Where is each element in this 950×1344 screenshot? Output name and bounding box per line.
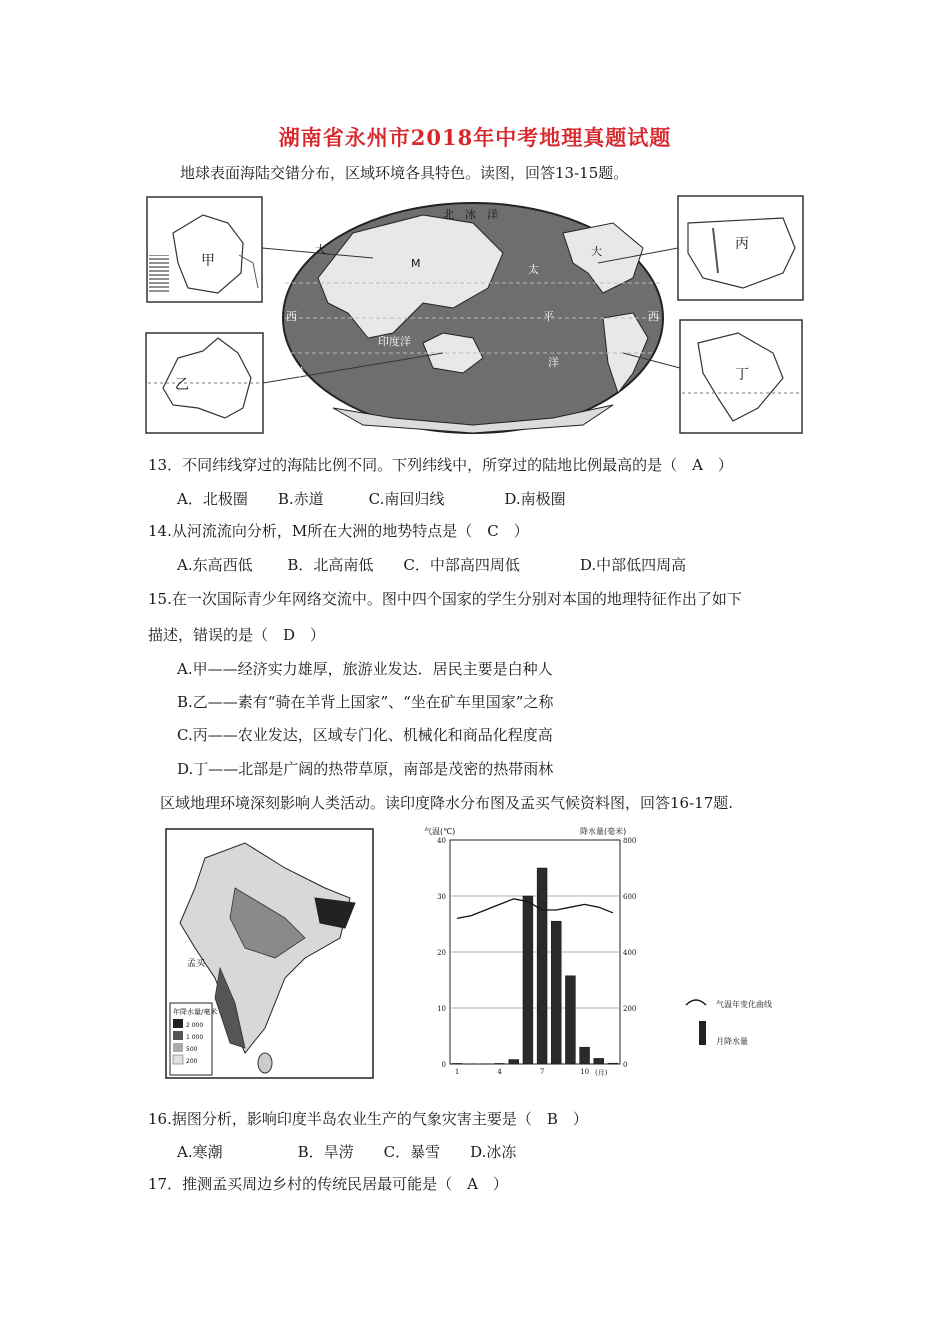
rain-bar	[565, 976, 575, 1064]
rain-bar	[480, 1064, 490, 1065]
rain-bar	[608, 1063, 618, 1064]
india-legend-item-2: 1 000	[186, 1034, 204, 1041]
y-left-tick-label: 0	[441, 1061, 446, 1069]
legend-monthly-rain: 月降水量	[716, 1037, 748, 1046]
label-ding: 丁	[735, 367, 749, 383]
x-tick-label: 10	[580, 1068, 590, 1076]
chart-ylabel-right: 降水量(毫米)	[580, 827, 627, 836]
y-right-tick-label: 200	[623, 1005, 637, 1013]
q15-option-b: B.乙——素有“骑在羊背上国家”、“坐在矿车里国家”之称	[177, 693, 554, 711]
x-tick-label: 1	[454, 1068, 460, 1076]
india-rainfall-map	[165, 828, 375, 1080]
legend-bar-symbol	[699, 1021, 706, 1045]
rain-bar	[452, 1063, 462, 1064]
q15-option-d: D.丁——北部是广阔的热带草原，南部是茂密的热帯雨林	[177, 760, 554, 778]
legend-line-symbol	[686, 1000, 706, 1005]
world-map-figure	[143, 193, 808, 438]
rain-bar	[594, 1058, 604, 1064]
y-right-tick-label: 800	[623, 837, 637, 845]
label-mumbai: 孟买	[187, 959, 206, 969]
rain-bar	[551, 921, 561, 1064]
q13-options: A．北极圈 B.赤道 C.南回归线 D.南极圈	[177, 490, 566, 508]
q15-option-a: A.甲——经济实力雄厚，旅游业发达．居民主要是白种人	[177, 660, 553, 678]
label-m: M	[411, 257, 421, 270]
intro-text-2: 区域地理环境深刻影响人类活动。读印度降水分布图及孟买气候资料图，回答16-17题.	[160, 794, 734, 812]
y-left-tick-label: 30	[437, 893, 446, 901]
label-tai: 太	[528, 263, 539, 276]
label-ping: 平	[543, 310, 554, 323]
india-legend-title: 年降水量/毫米	[173, 1008, 218, 1016]
q14-stem: 14.从河流流向分析，M所在大洲的地势特点是（ C ）	[148, 522, 529, 540]
rain-bar	[580, 1047, 590, 1064]
label-bing: 丙	[735, 236, 749, 252]
q16-stem: 16.据图分析，影响印度半岛农业生产的气象灾害主要是（ B ）	[148, 1110, 588, 1128]
label-da-left: 大	[315, 243, 326, 256]
y-left-tick-label: 10	[437, 1005, 446, 1013]
label-xi-right: 西	[648, 310, 659, 323]
mumbai-climate-chart	[410, 824, 840, 1084]
label-yang-right: 洋	[653, 376, 664, 389]
label-yang: 洋	[548, 356, 559, 369]
q15-stem-continued: 描述，错误的是（ D ）	[148, 626, 326, 644]
rain-bar	[523, 896, 533, 1064]
india-legend-item-1: 2 000	[186, 1022, 204, 1029]
chart-xlabel: (月)	[595, 1069, 608, 1077]
rain-bar	[495, 1063, 505, 1064]
label-north-ice-ocean: 北 冰 洋	[443, 208, 498, 221]
q15-option-c: C.丙——农业发达，区域专门化、机械化和商品化程度高	[177, 726, 553, 744]
label-xi-left: 西	[286, 310, 297, 323]
label-yang-left: 洋	[293, 366, 304, 379]
x-tick-label: 7	[539, 1068, 545, 1076]
y-left-tick-label: 20	[437, 949, 446, 957]
label-yi: 乙	[175, 377, 189, 393]
q16-options: A.寒潮 B．旱涝 C．暴雪 D.冰冻	[177, 1143, 517, 1161]
q17-stem: 17．推测孟买周边乡村的传统民居最可能是（ A ）	[148, 1175, 508, 1193]
label-da-right: 大	[591, 245, 602, 258]
x-tick-label: 4	[497, 1068, 502, 1076]
q14-options: A.东高西低 B．北高南低 C．中部高四周低 D.中部低四周高	[177, 556, 687, 574]
q13-stem: 13．不同纬线穿过的海陆比例不同。下列纬线中，所穿过的陆地比例最高的是（ A ）	[148, 456, 733, 474]
rain-bar	[509, 1060, 519, 1064]
y-right-tick-label: 0	[623, 1061, 628, 1069]
india-legend-item-3: 500	[186, 1046, 198, 1053]
rain-bar	[466, 1064, 476, 1065]
y-right-tick-label: 400	[623, 949, 637, 957]
q15-stem: 15.在一次国际青少年网络交流中。图中四个国家的学生分别对本国的地理特征作出了如下	[148, 590, 742, 608]
chart-ylabel-left: 气温(℃)	[424, 827, 456, 836]
label-indian-ocean: 印度洋	[378, 335, 411, 348]
rain-bar	[537, 868, 547, 1064]
intro-text-1: 地球表面海陆交错分布，区域环境各具特色。读图，回答13-15题。	[180, 164, 629, 182]
y-right-tick-label: 600	[623, 893, 637, 901]
page-title: 湖南省永州市2018年中考地理真题试题	[278, 125, 672, 150]
label-jia: 甲	[201, 253, 215, 269]
y-left-tick-label: 40	[437, 837, 446, 845]
legend-temp-curve: 气温年变化曲线	[716, 1000, 772, 1009]
india-legend-item-4: 200	[186, 1058, 198, 1065]
